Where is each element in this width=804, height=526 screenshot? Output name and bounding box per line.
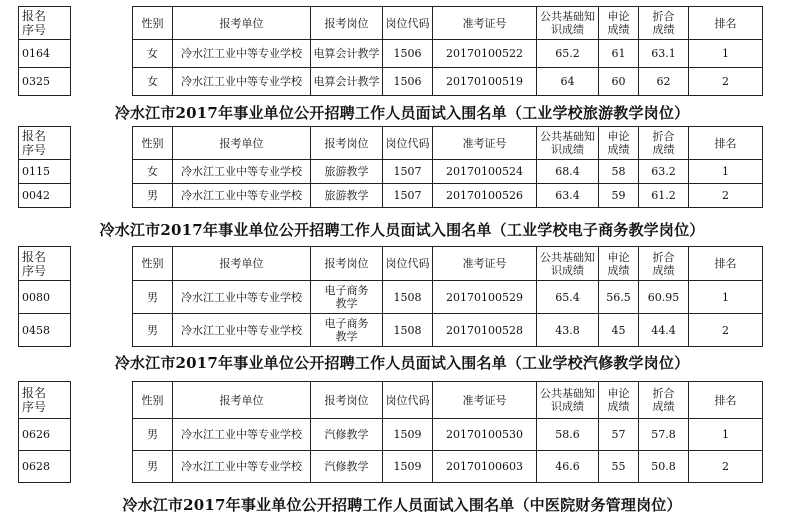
cell-final: 63.2 — [639, 160, 689, 184]
cell-ticket: 20170100526 — [433, 184, 537, 208]
cell-post: 电子商务 教学 — [311, 281, 383, 314]
table-row — [19, 184, 763, 208]
header-unit: 报考单位 — [173, 127, 311, 160]
header-rank: 排名 — [689, 127, 763, 160]
cell-unit: 冷水江工业中等专业学校 — [173, 451, 311, 483]
header-final: 折合 成绩 — [639, 127, 689, 160]
section-title-hospital-finance: 冷水江市2017年事业单位公开招聘工作人员面试入围名单（中医院财务管理岗位） — [122, 496, 682, 514]
cell-score: 65.4 — [537, 281, 599, 314]
header-unit: 报考单位 — [173, 247, 311, 281]
header-name-redacted — [71, 7, 133, 40]
cell-essay: 56.5 — [599, 281, 639, 314]
cell-code: 1509 — [383, 419, 433, 451]
table-row — [19, 281, 763, 314]
cell-essay: 57 — [599, 419, 639, 451]
cell-unit: 冷水江工业中等专业学校 — [173, 160, 311, 184]
cell-name-redacted — [71, 419, 133, 451]
cell-seq: 0628 — [19, 451, 71, 483]
cell-seq: 0325 — [19, 68, 71, 96]
cell-unit: 冷水江工业中等专业学校 — [173, 184, 311, 208]
cell-rank: 2 — [689, 314, 763, 347]
table-accounting — [18, 6, 763, 96]
cell-code: 1506 — [383, 68, 433, 96]
cell-final: 60.95 — [639, 281, 689, 314]
cell-name-redacted — [71, 451, 133, 483]
cell-gender: 男 — [133, 184, 173, 208]
header-essay: 申论 成绩 — [599, 247, 639, 281]
cell-final: 57.8 — [639, 419, 689, 451]
cell-post: 汽修教学 — [311, 451, 383, 483]
cell-final: 44.4 — [639, 314, 689, 347]
cell-rank: 1 — [689, 419, 763, 451]
table-row — [19, 451, 763, 483]
cell-seq: 0042 — [19, 184, 71, 208]
header-post: 报考岗位 — [311, 7, 383, 40]
cell-name-redacted — [71, 184, 133, 208]
cell-post: 电子商务 教学 — [311, 314, 383, 347]
header-code: 岗位代码 — [383, 382, 433, 419]
header-score: 公共基础知 识成绩 — [537, 127, 599, 160]
cell-gender: 男 — [133, 314, 173, 347]
header-score: 公共基础知 识成绩 — [537, 7, 599, 40]
header-post: 报考岗位 — [311, 382, 383, 419]
table-row — [19, 68, 763, 96]
cell-name-redacted — [71, 160, 133, 184]
cell-post: 电算会计教学 — [311, 40, 383, 68]
table-row — [19, 40, 763, 68]
header-rank: 排名 — [689, 247, 763, 281]
cell-name-redacted — [71, 281, 133, 314]
cell-post: 汽修教学 — [311, 419, 383, 451]
cell-code: 1508 — [383, 314, 433, 347]
cell-ticket: 20170100519 — [433, 68, 537, 96]
cell-gender: 男 — [133, 451, 173, 483]
header-name-redacted — [71, 247, 133, 281]
section-title-ecommerce: 冷水江市2017年事业单位公开招聘工作人员面试入围名单（工业学校电子商务教学岗位） — [99, 221, 705, 239]
cell-rank: 2 — [689, 451, 763, 483]
section-title-tourism: 冷水江市2017年事业单位公开招聘工作人员面试入围名单（工业学校旅游教学岗位） — [114, 104, 690, 122]
header-gender: 性别 — [133, 382, 173, 419]
cell-ticket: 20170100522 — [433, 40, 537, 68]
cell-code: 1509 — [383, 451, 433, 483]
cell-final: 62 — [639, 68, 689, 96]
cell-rank: 1 — [689, 40, 763, 68]
cell-gender: 男 — [133, 419, 173, 451]
cell-final: 61.2 — [639, 184, 689, 208]
cell-seq: 0458 — [19, 314, 71, 347]
cell-score: 68.4 — [537, 160, 599, 184]
header-final: 折合 成绩 — [639, 7, 689, 40]
cell-gender: 女 — [133, 40, 173, 68]
cell-unit: 冷水江工业中等专业学校 — [173, 281, 311, 314]
cell-code: 1507 — [383, 184, 433, 208]
cell-ticket: 20170100603 — [433, 451, 537, 483]
cell-seq: 0626 — [19, 419, 71, 451]
header-essay: 申论 成绩 — [599, 127, 639, 160]
cell-rank: 2 — [689, 68, 763, 96]
cell-post: 旅游教学 — [311, 160, 383, 184]
cell-final: 63.1 — [639, 40, 689, 68]
cell-essay: 60 — [599, 68, 639, 96]
cell-ticket: 20170100530 — [433, 419, 537, 451]
table-auto-repair — [18, 381, 763, 483]
cell-essay: 61 — [599, 40, 639, 68]
header-seq: 报名 序号 — [19, 382, 71, 419]
header-rank: 排名 — [689, 382, 763, 419]
header-code: 岗位代码 — [383, 247, 433, 281]
cell-ticket: 20170100528 — [433, 314, 537, 347]
cell-ticket: 20170100524 — [433, 160, 537, 184]
header-post: 报考岗位 — [311, 247, 383, 281]
cell-name-redacted — [71, 314, 133, 347]
cell-essay: 59 — [599, 184, 639, 208]
cell-score: 63.4 — [537, 184, 599, 208]
header-essay: 申论 成绩 — [599, 382, 639, 419]
cell-post: 电算会计教学 — [311, 68, 383, 96]
header-ticket: 准考证号 — [433, 7, 537, 40]
table-row — [19, 419, 763, 451]
table-row — [19, 160, 763, 184]
cell-final: 50.8 — [639, 451, 689, 483]
table-tourism — [18, 126, 763, 208]
header-post: 报考岗位 — [311, 127, 383, 160]
header-seq: 报名 序号 — [19, 7, 71, 40]
cell-score: 46.6 — [537, 451, 599, 483]
cell-unit: 冷水江工业中等专业学校 — [173, 314, 311, 347]
cell-code: 1507 — [383, 160, 433, 184]
header-gender: 性别 — [133, 247, 173, 281]
header-unit: 报考单位 — [173, 382, 311, 419]
cell-score: 43.8 — [537, 314, 599, 347]
cell-rank: 1 — [689, 160, 763, 184]
cell-gender: 女 — [133, 160, 173, 184]
cell-rank: 1 — [689, 281, 763, 314]
cell-code: 1506 — [383, 40, 433, 68]
header-ticket: 准考证号 — [433, 247, 537, 281]
table-row — [19, 314, 763, 347]
cell-post: 旅游教学 — [311, 184, 383, 208]
header-code: 岗位代码 — [383, 7, 433, 40]
header-name-redacted — [71, 127, 133, 160]
table-header-row — [19, 382, 763, 419]
header-ticket: 准考证号 — [433, 127, 537, 160]
table-header-row — [19, 7, 763, 40]
cell-rank: 2 — [689, 184, 763, 208]
header-essay: 申论 成绩 — [599, 7, 639, 40]
cell-unit: 冷水江工业中等专业学校 — [173, 68, 311, 96]
cell-essay: 55 — [599, 451, 639, 483]
cell-gender: 女 — [133, 68, 173, 96]
cell-gender: 男 — [133, 281, 173, 314]
cell-score: 65.2 — [537, 40, 599, 68]
header-final: 折合 成绩 — [639, 382, 689, 419]
header-name-redacted — [71, 382, 133, 419]
table-ecommerce — [18, 246, 763, 347]
header-code: 岗位代码 — [383, 127, 433, 160]
cell-unit: 冷水江工业中等专业学校 — [173, 419, 311, 451]
cell-name-redacted — [71, 40, 133, 68]
header-final: 折合 成绩 — [639, 247, 689, 281]
section-title-auto-repair: 冷水江市2017年事业单位公开招聘工作人员面试入围名单（工业学校汽修教学岗位） — [114, 354, 690, 372]
table-header-row — [19, 127, 763, 160]
header-rank: 排名 — [689, 7, 763, 40]
header-seq: 报名 序号 — [19, 247, 71, 281]
cell-essay: 45 — [599, 314, 639, 347]
cell-score: 58.6 — [537, 419, 599, 451]
cell-seq: 0164 — [19, 40, 71, 68]
cell-unit: 冷水江工业中等专业学校 — [173, 40, 311, 68]
cell-ticket: 20170100529 — [433, 281, 537, 314]
header-gender: 性别 — [133, 7, 173, 40]
cell-seq: 0080 — [19, 281, 71, 314]
cell-score: 64 — [537, 68, 599, 96]
cell-seq: 0115 — [19, 160, 71, 184]
cell-name-redacted — [71, 68, 133, 96]
header-score: 公共基础知 识成绩 — [537, 382, 599, 419]
cell-code: 1508 — [383, 281, 433, 314]
header-score: 公共基础知 识成绩 — [537, 247, 599, 281]
header-seq: 报名 序号 — [19, 127, 71, 160]
cell-essay: 58 — [599, 160, 639, 184]
header-ticket: 准考证号 — [433, 382, 537, 419]
header-unit: 报考单位 — [173, 7, 311, 40]
table-header-row — [19, 247, 763, 281]
header-gender: 性别 — [133, 127, 173, 160]
